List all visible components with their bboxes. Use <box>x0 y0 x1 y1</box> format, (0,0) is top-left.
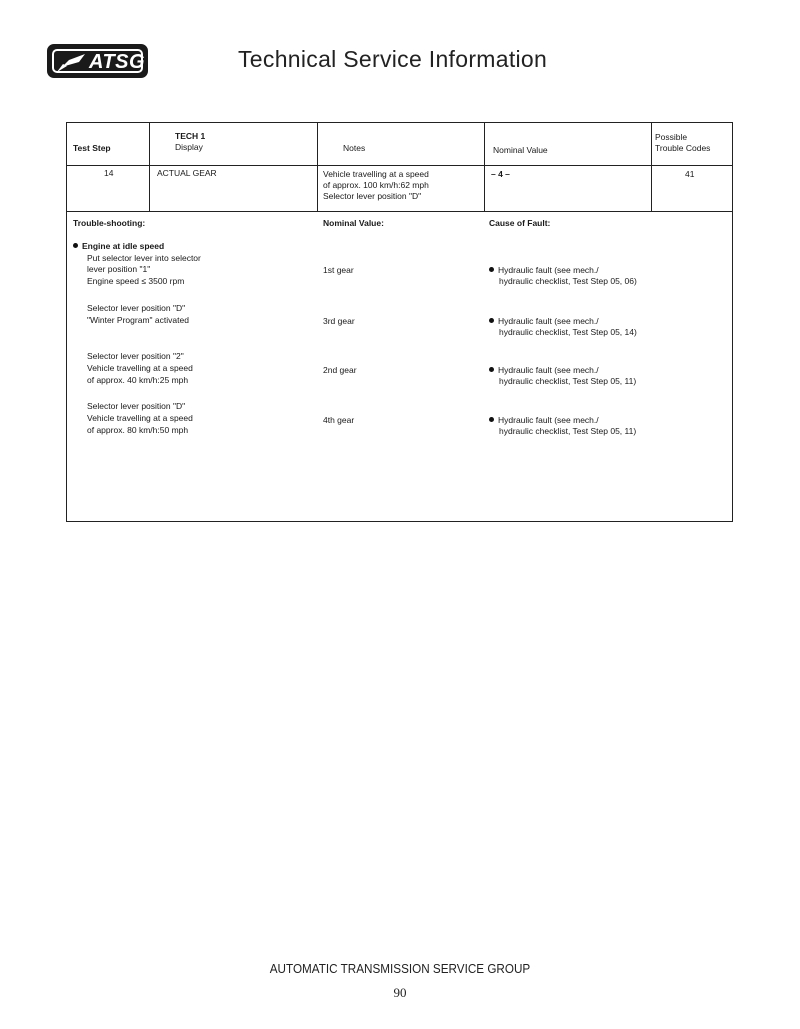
cause-heading: Cause of Fault: <box>489 218 551 228</box>
nominal-gear: 2nd gear <box>323 365 357 375</box>
cell-notes-line: Selector lever position "D" <box>323 191 422 201</box>
header-tech-display-2: Display <box>175 142 203 152</box>
cause-line <box>489 365 599 376</box>
header-tech-display-1: TECH 1 <box>175 131 206 141</box>
header-divider <box>67 165 732 166</box>
nominal-gear: 1st gear <box>323 265 354 275</box>
cell-notes-line: of approx. 100 km/h:62 mph <box>323 180 429 190</box>
footer-org: AUTOMATIC TRANSMISSION SERVICE GROUP <box>269 961 531 976</box>
cause-line <box>489 265 599 276</box>
condition-line: Vehicle travelling at a speed <box>87 413 193 423</box>
header-notes: Notes <box>343 143 366 153</box>
bullet-icon <box>489 318 494 323</box>
cause-text: Hydraulic fault (see mech./ <box>498 265 599 275</box>
row-divider <box>67 211 732 212</box>
cause-text: Hydraulic fault (see mech./ <box>498 316 599 326</box>
cause-line <box>489 316 599 327</box>
header-trouble-1: Possible <box>655 132 688 142</box>
cause-line <box>489 415 599 426</box>
logo-emblem-icon <box>55 52 87 74</box>
troubleshooting-heading: Trouble-shooting: <box>73 218 146 228</box>
cause-text: Hydraulic fault (see mech./ <box>498 415 599 425</box>
bullet-icon <box>73 243 78 248</box>
bullet-icon <box>489 417 494 422</box>
cause-line: hydraulic checklist, Test Step 05, 06) <box>499 276 637 286</box>
condition-line: Engine speed ≤ 3500 rpm <box>87 276 185 286</box>
column-divider <box>149 123 150 211</box>
header-test-step: Test Step <box>73 143 111 153</box>
header-nominal-value: Nominal Value <box>493 145 548 155</box>
condition-line: "Winter Program" activated <box>87 315 189 325</box>
condition-line: of approx. 80 km/h:50 mph <box>87 425 189 435</box>
cause-line: hydraulic checklist, Test Step 05, 11) <box>499 426 637 436</box>
page-number: 90 <box>393 985 407 1000</box>
engine-idle-text: Engine at idle speed <box>82 241 165 251</box>
condition-line: Selector lever position "D" <box>87 401 186 411</box>
column-divider <box>484 123 485 211</box>
condition-line: Vehicle travelling at a speed <box>87 363 193 373</box>
cell-nominal: – 4 – <box>491 169 510 179</box>
condition-line: of approx. 40 km/h:25 mph <box>87 375 189 385</box>
atsg-logo <box>47 44 148 78</box>
cause-line: hydraulic checklist, Test Step 05, 14) <box>499 327 637 337</box>
condition-line: Selector lever position "2" <box>87 351 184 361</box>
header-trouble-2: Trouble Codes <box>655 143 711 153</box>
cell-step: 14 <box>104 168 114 178</box>
nominal-gear: 3rd gear <box>323 316 355 326</box>
nominal-gear: 4th gear <box>323 415 355 425</box>
column-divider <box>651 123 652 211</box>
bullet-icon <box>489 367 494 372</box>
cause-line: hydraulic checklist, Test Step 05, 11) <box>499 376 637 386</box>
cell-display: ACTUAL GEAR <box>157 168 217 178</box>
test-step-table <box>66 122 733 522</box>
cell-notes-line: Vehicle travelling at a speed <box>323 169 429 179</box>
condition-line: lever position "1" <box>87 264 151 274</box>
logo-text: ATSG <box>89 51 146 73</box>
cause-text: Hydraulic fault (see mech./ <box>498 365 599 375</box>
nominal-heading: Nominal Value: <box>323 218 384 228</box>
condition-line: Put selector lever into selector <box>87 253 201 263</box>
condition-line: Selector lever position "D" <box>87 303 186 313</box>
cell-codes: 41 <box>685 169 695 179</box>
engine-idle-line <box>73 241 164 252</box>
column-divider <box>317 123 318 211</box>
bullet-icon <box>489 267 494 272</box>
page-title: Technical Service Information <box>238 46 548 72</box>
